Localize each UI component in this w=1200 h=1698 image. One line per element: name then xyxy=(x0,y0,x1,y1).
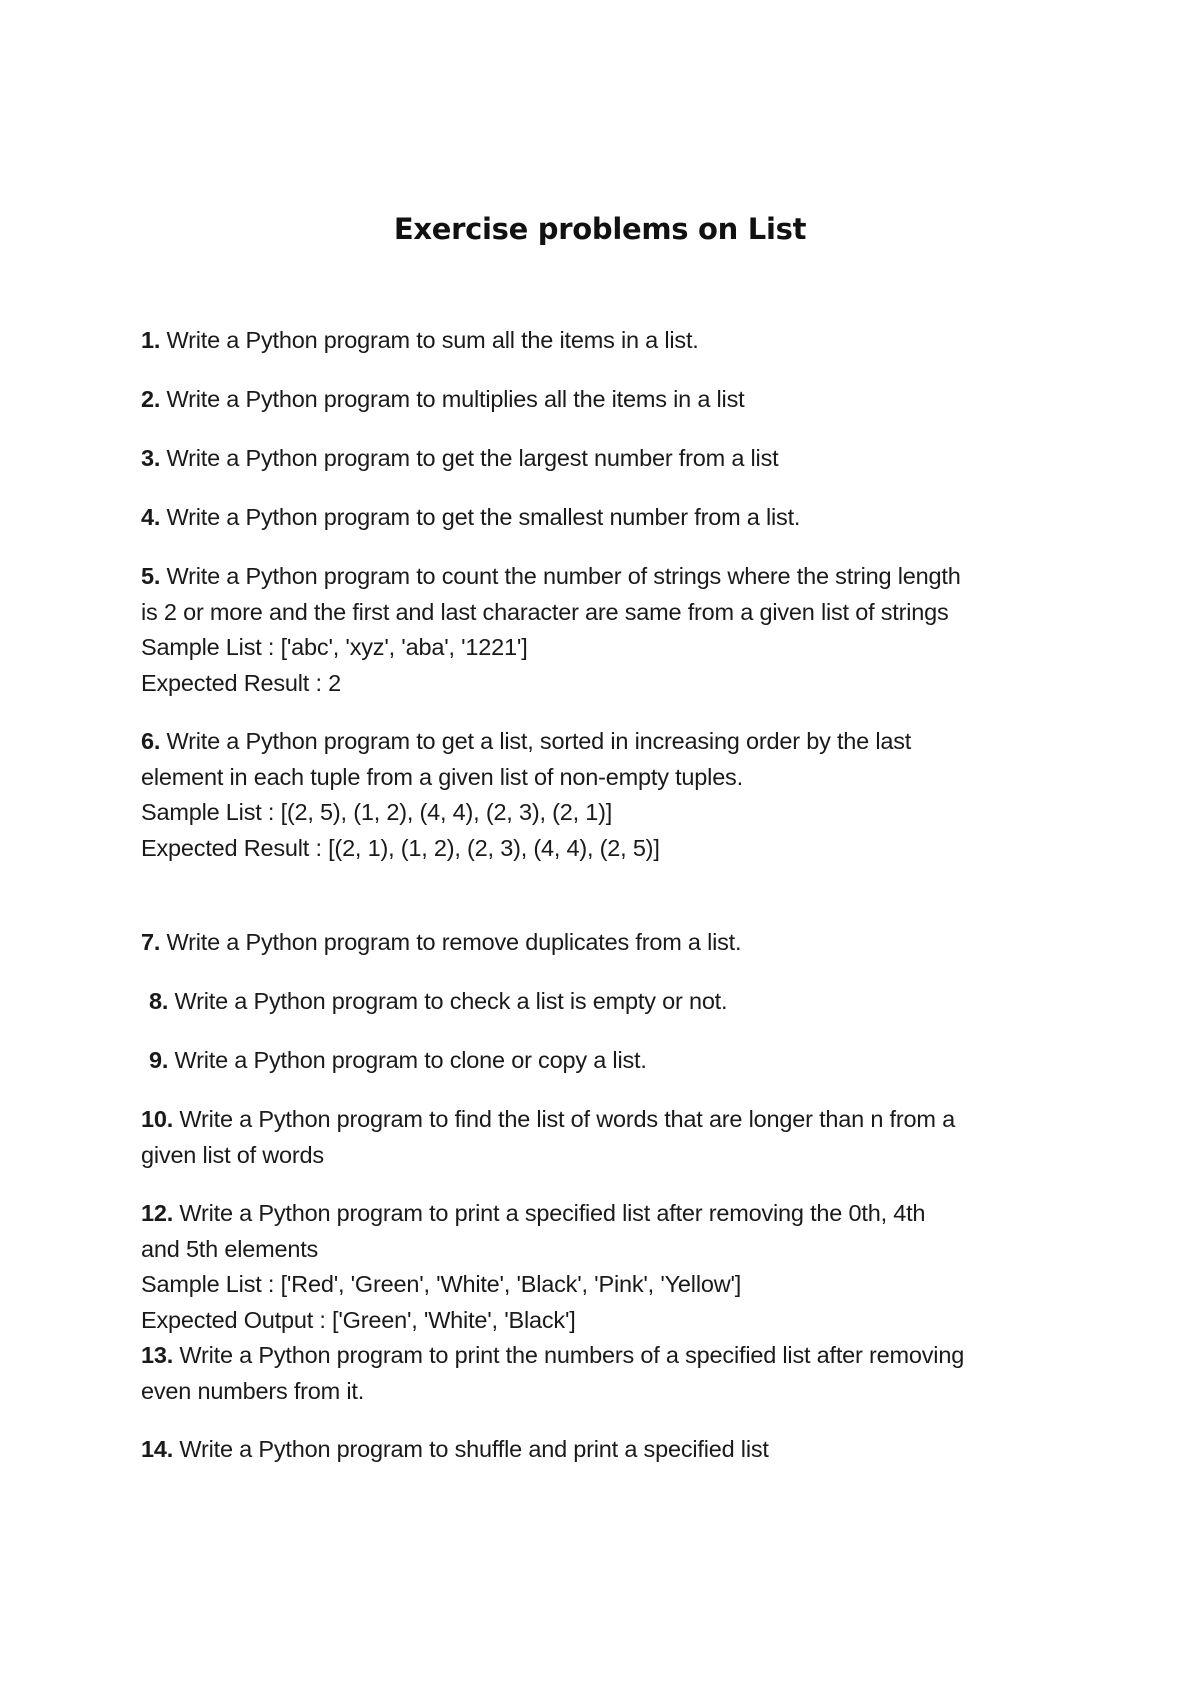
exercise-text: Write a Python program to find the list of words that are longer than n from a xyxy=(179,1106,955,1132)
sample-list: Sample List : [(2, 5), (1, 2), (4, 4), (2, 3), (2, 1)] xyxy=(141,799,613,825)
exercise-line xyxy=(149,984,1089,1020)
exercise-number: 3. xyxy=(141,445,161,471)
exercise-text: Write a Python program to get the largest number from a list xyxy=(166,445,779,471)
exercise-item-3 xyxy=(141,441,1081,477)
exercise-line xyxy=(141,559,1081,595)
exercise-item-5 xyxy=(141,559,1081,701)
sample-list: Sample List : ['Red', 'Green', 'White', 'Black', 'Pink', 'Yellow'] xyxy=(141,1271,742,1297)
exercise-line xyxy=(141,382,1081,418)
exercise-text: Write a Python program to print a specified list after removing the 0th, 4th xyxy=(179,1200,926,1226)
exercise-line xyxy=(141,323,1081,359)
exercise-line: and 5th elements xyxy=(141,1235,319,1262)
exercise-text: Write a Python program to count the number of strings where the string length xyxy=(166,563,961,589)
exercise-line xyxy=(141,1102,1081,1138)
exercise-line xyxy=(141,500,1081,536)
exercise-line xyxy=(149,1043,1089,1079)
expected-result: Expected Result : 2 xyxy=(141,669,341,696)
exercise-line xyxy=(141,1432,1081,1468)
exercise-item-10 xyxy=(141,1102,1081,1173)
exercise-item-13 xyxy=(141,1338,1081,1409)
exercise-line xyxy=(141,1338,1081,1374)
exercise-item-6 xyxy=(141,724,1081,866)
exercise-item-9 xyxy=(149,1043,1089,1079)
exercise-number: 4. xyxy=(141,504,161,530)
exercise-number: 2. xyxy=(141,386,161,412)
exercise-line xyxy=(141,441,1081,477)
exercise-number: 12. xyxy=(141,1200,174,1226)
exercise-item-1 xyxy=(141,323,1081,359)
exercise-line xyxy=(141,724,1081,760)
exercise-line xyxy=(141,1196,1081,1232)
expected-result: Expected Result : [(2, 1), (1, 2), (2, 3), (4, 4), (2, 5)] xyxy=(141,834,660,861)
exercise-line: even numbers from it. xyxy=(141,1377,365,1404)
page-title: Exercise problems on List xyxy=(393,212,807,246)
exercise-text: Write a Python program to print the numbers of a specified list after removing xyxy=(179,1342,965,1368)
exercise-text: Write a Python program to sum all the items in a list. xyxy=(166,327,699,353)
exercise-line xyxy=(141,925,1081,961)
exercise-number: 14. xyxy=(141,1436,174,1462)
expected-output: Expected Output : ['Green', 'White', 'Black'] xyxy=(141,1306,576,1333)
exercise-text: Write a Python program to check a list is empty or not. xyxy=(174,988,728,1014)
exercise-item-2 xyxy=(141,382,1081,418)
exercise-number: 8. xyxy=(149,988,169,1014)
exercise-text: Write a Python program to get the smallest number from a list. xyxy=(166,504,801,530)
exercise-item-14 xyxy=(141,1432,1081,1468)
exercise-number: 10. xyxy=(141,1106,174,1132)
exercise-item-7 xyxy=(141,925,1081,961)
exercise-item-12 xyxy=(141,1196,1081,1338)
exercise-number: 1. xyxy=(141,327,161,353)
exercise-item-4 xyxy=(141,500,1081,536)
exercise-line: is 2 or more and the first and last character are same from a given list of strings xyxy=(141,598,949,625)
exercise-text: Write a Python program to get a list, sorted in increasing order by the last xyxy=(166,728,912,754)
exercise-text: Write a Python program to clone or copy a list. xyxy=(174,1047,647,1073)
exercise-text: Write a Python program to multiplies all the items in a list xyxy=(166,386,745,412)
exercise-text: Write a Python program to remove duplicates from a list. xyxy=(166,929,742,955)
exercise-item-8 xyxy=(149,984,1089,1020)
exercise-number: 9. xyxy=(149,1047,169,1073)
exercise-number: 5. xyxy=(141,563,161,589)
exercise-line: element in each tuple from a given list of non-empty tuples. xyxy=(141,763,743,790)
exercise-line: given list of words xyxy=(141,1141,324,1168)
exercise-number: 6. xyxy=(141,728,161,754)
exercise-number: 7. xyxy=(141,929,161,955)
exercise-number: 13. xyxy=(141,1342,174,1368)
exercise-text: Write a Python program to shuffle and print a specified list xyxy=(179,1436,769,1462)
sample-list: Sample List : ['abc', 'xyz', 'aba', '1221'] xyxy=(141,634,528,660)
